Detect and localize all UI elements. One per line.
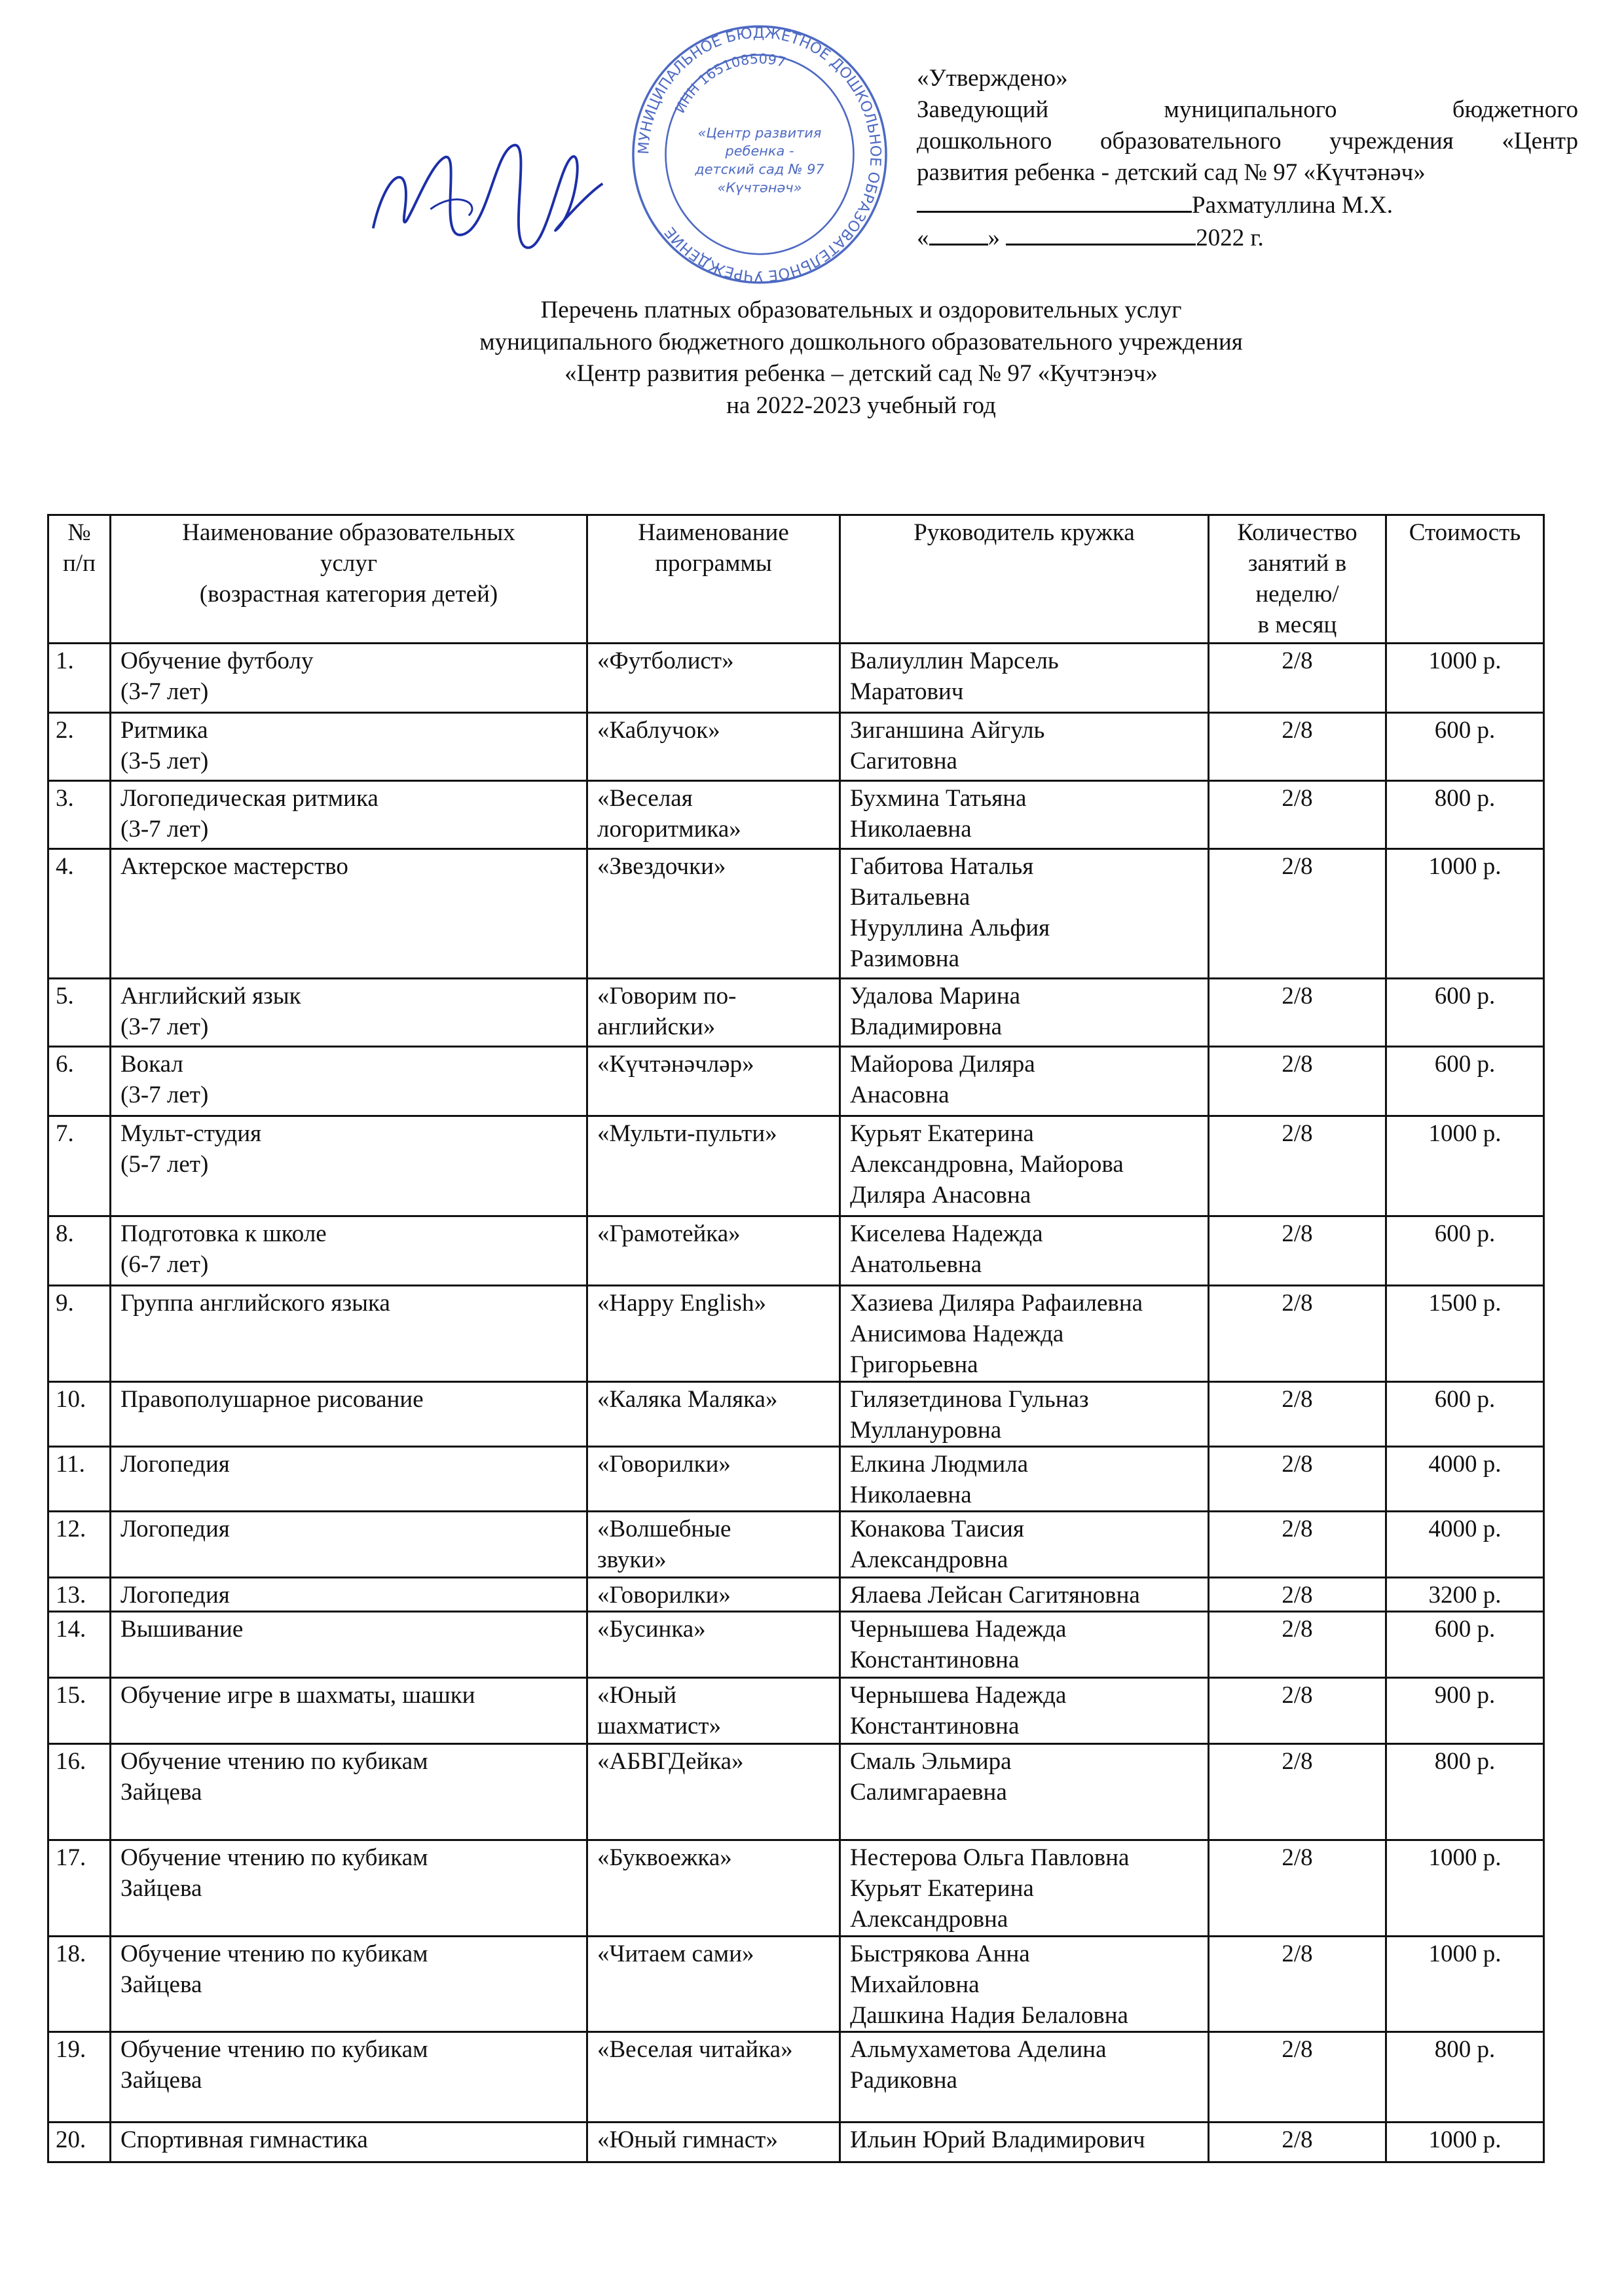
cell-price: 4000 р.	[1386, 1512, 1544, 1578]
cell-number: 18.	[48, 1937, 111, 2032]
stamp-center-4: «Күчтәнәч»	[717, 179, 802, 196]
cell-sessions: 2/8	[1209, 644, 1386, 713]
cell-program: «Волшебные звуки»	[587, 1512, 840, 1578]
table-row	[48, 1382, 1544, 1447]
cell-number: 10.	[48, 1382, 111, 1447]
organization-stamp	[629, 24, 891, 285]
cell-number: 16.	[48, 1744, 111, 1840]
cell-service: Логопедия	[111, 1578, 587, 1612]
date-month-line	[1006, 221, 1196, 246]
cell-service: Английский язык (3-7 лет)	[111, 979, 587, 1047]
cell-service: Обучение чтению по кубикам Зайцева	[111, 1840, 587, 1937]
cell-program: «Бусинка»	[587, 1612, 840, 1678]
table-row	[48, 644, 1544, 713]
cell-program: «Каблучок»	[587, 713, 840, 781]
cell-service: Обучение чтению по кубикам Зайцева	[111, 1744, 587, 1840]
header-col-service: Наименование образовательных услуг (возрастная категория детей)	[111, 515, 587, 644]
table-row	[48, 1512, 1544, 1578]
date-quote-close: »	[987, 225, 1000, 251]
stamp-center-1: «Центр развития	[697, 124, 822, 141]
cell-sessions: 2/8	[1209, 1612, 1386, 1678]
title-line-1: Перечень платных образовательных и оздоровительных услуг	[540, 297, 1182, 323]
cell-price: 900 р.	[1386, 1678, 1544, 1744]
cell-service: Обучение чтению по кубикам Зайцева	[111, 1937, 587, 2032]
cell-price: 1000 р.	[1386, 644, 1544, 713]
cell-program: «Читаем сами»	[587, 1937, 840, 2032]
cell-program: «Буквоежка»	[587, 1840, 840, 1937]
table-row	[48, 1047, 1544, 1116]
signature	[367, 131, 609, 262]
cell-service: Вокал (3-7 лет)	[111, 1047, 587, 1116]
cell-sessions: 2/8	[1209, 2032, 1386, 2123]
cell-number: 12.	[48, 1512, 111, 1578]
cell-sessions: 2/8	[1209, 1578, 1386, 1612]
cell-price: 1000 р.	[1386, 849, 1544, 979]
cell-number: 14.	[48, 1612, 111, 1678]
cell-program: «Мульти-пульти»	[587, 1116, 840, 1216]
cell-program: «Веселая читайка»	[587, 2032, 840, 2123]
cell-number: 7.	[48, 1116, 111, 1216]
cell-leader: Елкина Людмила Николаевна	[840, 1447, 1209, 1512]
cell-program: «Звездочки»	[587, 849, 840, 979]
cell-service: Правополушарное рисование	[111, 1382, 587, 1447]
table-row	[48, 713, 1544, 781]
approval-block	[917, 63, 1578, 254]
cell-program: «Каляка Маляка»	[587, 1382, 840, 1447]
cell-program: «Веселая логоритмика»	[587, 781, 840, 849]
cell-program: «АБВГДейка»	[587, 1744, 840, 1840]
table-header-row	[48, 515, 1544, 644]
title-line-2: муниципального бюджетного дошкольного образовательного учреждения	[479, 328, 1243, 355]
approved-label: «Утверждено»	[917, 65, 1068, 92]
cell-program: «Юный шахматист»	[587, 1678, 840, 1744]
cell-program: «Юный гимнаст»	[587, 2123, 840, 2162]
table-row	[48, 1840, 1544, 1937]
header-col-sessions: Количество занятий в неделю/ в месяц	[1209, 515, 1386, 644]
cell-price: 1000 р.	[1386, 1840, 1544, 1937]
cell-sessions: 2/8	[1209, 1382, 1386, 1447]
table-body	[48, 644, 1544, 2162]
table-row	[48, 1678, 1544, 1744]
cell-service: Обучение футболу (3-7 лет)	[111, 644, 587, 713]
cell-price: 1500 р.	[1386, 1286, 1544, 1382]
cell-service: Логопедия	[111, 1447, 587, 1512]
cell-service: Спортивная гимнастика	[111, 2123, 587, 2162]
cell-number: 15.	[48, 1678, 111, 1744]
cell-price: 600 р.	[1386, 713, 1544, 781]
cell-number: 20.	[48, 2123, 111, 2162]
cell-service: Обучение игре в шахматы, шашки	[111, 1678, 587, 1744]
cell-sessions: 2/8	[1209, 1937, 1386, 2032]
cell-price: 600 р.	[1386, 1216, 1544, 1286]
cell-sessions: 2/8	[1209, 1286, 1386, 1382]
date-day-line	[929, 221, 988, 246]
cell-program: «Грамотейка»	[587, 1216, 840, 1286]
cell-service: Группа английского языка	[111, 1286, 587, 1382]
cell-leader: Нестерова Ольга Павловна Курьят Екатерина Александровна	[840, 1840, 1209, 1937]
cell-leader: Курьят Екатерина Александровна, Майорова Диляра Анасовна	[840, 1116, 1209, 1216]
cell-leader: Гилязетдинова Гульназ Муллануровна	[840, 1382, 1209, 1447]
cell-number: 13.	[48, 1578, 111, 1612]
table-row	[48, 2123, 1544, 2162]
cell-number: 2.	[48, 713, 111, 781]
stamp-inn: ИНН 1651085097	[672, 50, 788, 116]
date-quote-open: «	[917, 225, 929, 251]
cell-sessions: 2/8	[1209, 781, 1386, 849]
cell-leader: Альмухаметова Аделина Радиковна	[840, 2032, 1209, 2123]
cell-leader: Майорова Диляра Анасовна	[840, 1047, 1209, 1116]
cell-sessions: 2/8	[1209, 2123, 1386, 2162]
cell-sessions: 2/8	[1209, 979, 1386, 1047]
cell-sessions: 2/8	[1209, 1216, 1386, 1286]
cell-number: 9.	[48, 1286, 111, 1382]
cell-leader: Чернышева Надежда Константиновна	[840, 1612, 1209, 1678]
stamp-center-3: детский сад № 97	[695, 161, 824, 177]
cell-service: Вышивание	[111, 1612, 587, 1678]
cell-number: 11.	[48, 1447, 111, 1512]
cell-service: Логопедия	[111, 1512, 587, 1578]
table-row	[48, 849, 1544, 979]
cell-number: 3.	[48, 781, 111, 849]
table-row	[48, 2032, 1544, 2123]
cell-sessions: 2/8	[1209, 1116, 1386, 1216]
cell-leader: Бухмина Татьяна Николаевна	[840, 781, 1209, 849]
cell-leader: Чернышева Надежда Константиновна	[840, 1678, 1209, 1744]
cell-program: «Говорилки»	[587, 1578, 840, 1612]
cell-sessions: 2/8	[1209, 1678, 1386, 1744]
table-row	[48, 979, 1544, 1047]
cell-price: 3200 р.	[1386, 1578, 1544, 1612]
cell-number: 1.	[48, 644, 111, 713]
header-col-price: Стоимость	[1386, 515, 1544, 644]
cell-leader: Габитова Наталья Витальевна Нуруллина Альфия Разимовна	[840, 849, 1209, 979]
table-row	[48, 1937, 1544, 2032]
header-col-program: Наименование программы	[587, 515, 840, 644]
table-row	[48, 1116, 1544, 1216]
cell-leader: Конакова Таисия Александровна	[840, 1512, 1209, 1578]
cell-sessions: 2/8	[1209, 1447, 1386, 1512]
cell-leader: Удалова Марина Владимировна	[840, 979, 1209, 1047]
stamp-center-2: ребенка -	[725, 143, 794, 159]
cell-price: 800 р.	[1386, 1744, 1544, 1840]
table-row	[48, 1447, 1544, 1512]
table-row	[48, 781, 1544, 849]
cell-sessions: 2/8	[1209, 1512, 1386, 1578]
cell-price: 800 р.	[1386, 781, 1544, 849]
cell-service: Актерское мастерство	[111, 849, 587, 979]
cell-number: 5.	[48, 979, 111, 1047]
approval-year: 2022 г.	[1196, 225, 1264, 251]
title-line-3: «Центр развития ребенка – детский сад № 97 «Кучтэнэч»	[564, 360, 1158, 387]
cell-price: 1000 р.	[1386, 2123, 1544, 2162]
cell-leader: Зиганшина Айгуль Сагитовна	[840, 713, 1209, 781]
cell-program: «Күчтәнәчләр»	[587, 1047, 840, 1116]
cell-program: «Happy English»	[587, 1286, 840, 1382]
cell-price: 800 р.	[1386, 2032, 1544, 2123]
cell-program: «Футболист»	[587, 644, 840, 713]
cell-service: Обучение чтению по кубикам Зайцева	[111, 2032, 587, 2123]
cell-price: 600 р.	[1386, 979, 1544, 1047]
title-line-4: на 2022-2023 учебный год	[726, 392, 996, 419]
cell-price: 600 р.	[1386, 1612, 1544, 1678]
services-table	[47, 514, 1545, 2163]
approval-line-1: Заведующий муниципального бюджетного	[917, 96, 1578, 123]
cell-leader: Ильин Юрий Владимирович	[840, 2123, 1209, 2162]
document-title	[327, 295, 1395, 422]
approval-line-2: дошкольного образовательного учреждения «Центр	[917, 128, 1578, 155]
cell-leader: Хазиева Диляра Рафаилевна Анисимова Надежда Григорьевна	[840, 1286, 1209, 1382]
cell-sessions: 2/8	[1209, 1840, 1386, 1937]
cell-service: Подготовка к школе (6-7 лет)	[111, 1216, 587, 1286]
table-row	[48, 1216, 1544, 1286]
table-row	[48, 1286, 1544, 1382]
table-row	[48, 1744, 1544, 1840]
cell-sessions: 2/8	[1209, 849, 1386, 979]
cell-leader: Быстрякова Анна Михайловна Дашкина Надия Белаловна	[840, 1937, 1209, 2032]
header-col-number: № п/п	[48, 515, 111, 644]
cell-number: 4.	[48, 849, 111, 979]
cell-service: Мульт-студия (5-7 лет)	[111, 1116, 587, 1216]
cell-sessions: 2/8	[1209, 1744, 1386, 1840]
cell-sessions: 2/8	[1209, 1047, 1386, 1116]
cell-price: 1000 р.	[1386, 1116, 1544, 1216]
cell-leader: Смаль Эльмира Салимгараевна	[840, 1744, 1209, 1840]
cell-sessions: 2/8	[1209, 713, 1386, 781]
header-col-leader: Руководитель кружка	[840, 515, 1209, 644]
cell-price: 1000 р.	[1386, 1937, 1544, 2032]
approval-line-3: развития ребенка - детский сад № 97 «Күчтәнәч»	[917, 159, 1426, 186]
cell-number: 17.	[48, 1840, 111, 1937]
cell-number: 8.	[48, 1216, 111, 1286]
cell-program: «Говорим по- английски»	[587, 979, 840, 1047]
cell-number: 6.	[48, 1047, 111, 1116]
table-row	[48, 1578, 1544, 1612]
cell-leader: Валиуллин Марсель Маратович	[840, 644, 1209, 713]
cell-program: «Говорилки»	[587, 1447, 840, 1512]
signature-line	[917, 189, 1192, 213]
cell-price: 600 р.	[1386, 1047, 1544, 1116]
cell-leader: Киселева Надежда Анатольевна	[840, 1216, 1209, 1286]
stamp-outer-text: МУНИЦИПАЛЬНОЕ БЮДЖЕТНОЕ ДОШКОЛЬНОЕ ОБРАЗОВАТЕЛЬНОЕ УЧРЕЖДЕНИЕ	[635, 24, 884, 285]
table-row	[48, 1612, 1544, 1678]
cell-price: 600 р.	[1386, 1382, 1544, 1447]
cell-leader: Ялаева Лейсан Сагитяновна	[840, 1578, 1209, 1612]
approver-name: Рахматуллина М.Х.	[1192, 192, 1393, 219]
cell-number: 19.	[48, 2032, 111, 2123]
cell-service: Ритмика (3-5 лет)	[111, 713, 587, 781]
cell-price: 4000 р.	[1386, 1447, 1544, 1512]
cell-service: Логопедическая ритмика (3-7 лет)	[111, 781, 587, 849]
